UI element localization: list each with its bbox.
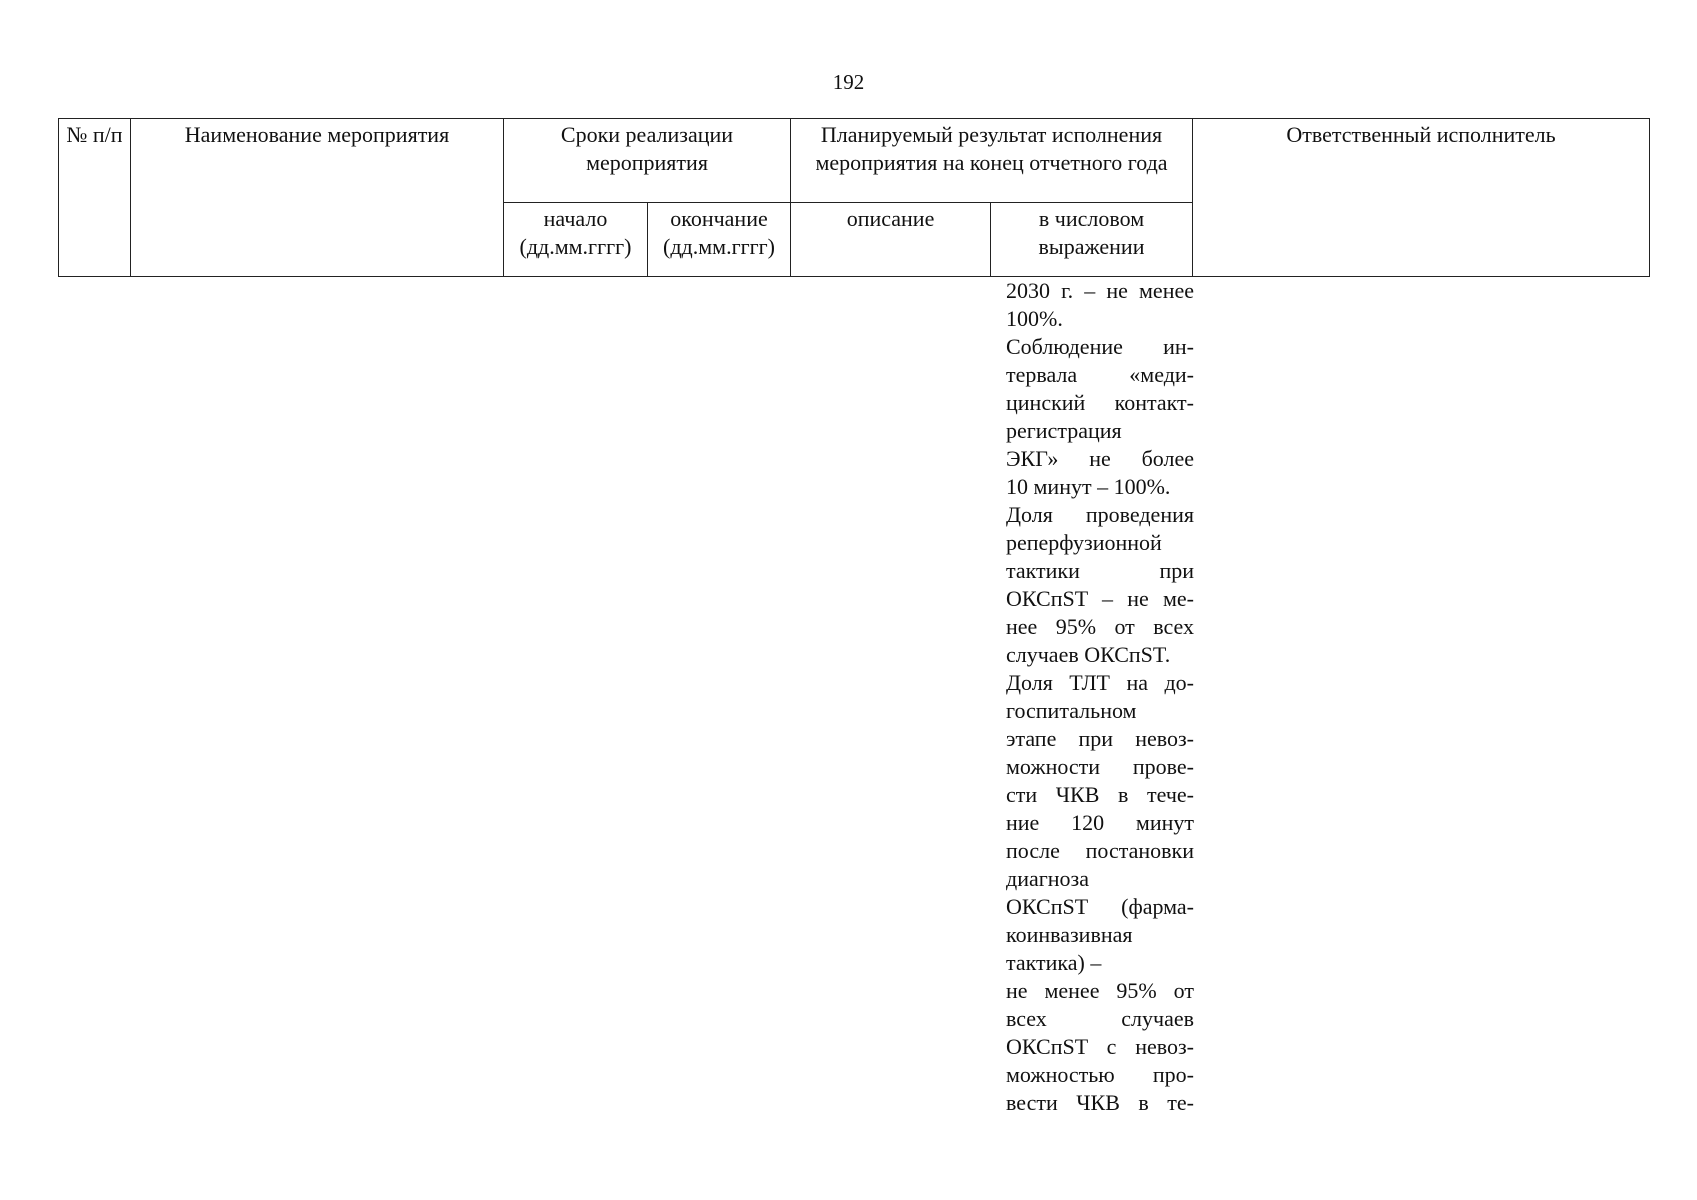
header-terms-end: окончание (дд.мм.гггг) xyxy=(648,203,791,277)
numeric-result-line: диагноза xyxy=(1006,866,1089,891)
numeric-result-line: после постановки xyxy=(1006,838,1194,863)
numeric-result-line: ние 120 минут xyxy=(1006,810,1194,835)
numeric-result-line: коинвазивная xyxy=(1006,922,1133,947)
numeric-result-line: можности прове- xyxy=(1006,754,1194,779)
numeric-result-line: 10 минут – 100%. xyxy=(1006,474,1171,499)
numeric-result-line: Соблюдение ин- xyxy=(1006,334,1194,359)
numeric-result-text xyxy=(1006,277,1194,1117)
numeric-result-line: цинский контакт- xyxy=(1006,390,1194,415)
numeric-result-line: этапе при невоз- xyxy=(1006,726,1194,751)
header-name: Наименование мероприятия xyxy=(131,119,504,277)
numeric-result-line: нее 95% от всех xyxy=(1006,614,1194,639)
header-terms: Сроки реализации мероприятия xyxy=(504,119,791,203)
header-num: № п/п xyxy=(59,119,131,277)
numeric-result-line: регистрация xyxy=(1006,418,1122,443)
numeric-result-line: тактики при xyxy=(1006,558,1194,583)
numeric-result-line: вести ЧКВ в те- xyxy=(1006,1090,1194,1115)
numeric-result-line: случаев ОКСпST. xyxy=(1006,642,1171,667)
numeric-result-line: Доля проведения xyxy=(1006,502,1194,527)
numeric-result-line: 100%. xyxy=(1006,306,1063,331)
measures-table-header xyxy=(58,118,1650,277)
page-number: 192 xyxy=(832,70,865,94)
numeric-result-line: реперфузионной xyxy=(1006,530,1162,555)
numeric-result-line: госпитальном xyxy=(1006,698,1137,723)
numeric-result-line: ОКСпST – не ме- xyxy=(1006,586,1194,611)
header-terms-start: начало (дд.мм.гггг) xyxy=(504,203,648,277)
numeric-result-line: 2030 г. – не менее xyxy=(1006,278,1194,303)
numeric-result-line: всех случаев xyxy=(1006,1006,1194,1031)
numeric-result-line: тактика) – xyxy=(1006,950,1102,975)
numeric-result-line: сти ЧКВ в тече- xyxy=(1006,782,1194,807)
header-result-description: описание xyxy=(791,203,991,277)
numeric-result-line: ОКСпST с невоз- xyxy=(1006,1034,1194,1059)
numeric-result-line: Доля ТЛТ на до- xyxy=(1006,670,1194,695)
numeric-result-line: ОКСпST (фарма- xyxy=(1006,894,1194,919)
numeric-result-line: можностью про- xyxy=(1006,1062,1194,1087)
numeric-result-line: ЭКГ» не более xyxy=(1006,446,1194,471)
numeric-result-line: тервала «меди- xyxy=(1006,362,1194,387)
header-result: Планируемый результат исполнения мероприятия на конец отчетного года xyxy=(791,119,1193,203)
header-responsible: Ответственный исполнитель xyxy=(1193,119,1650,277)
numeric-result-line: не менее 95% от xyxy=(1006,978,1194,1003)
header-result-numeric: в числовом выражении xyxy=(991,203,1193,277)
